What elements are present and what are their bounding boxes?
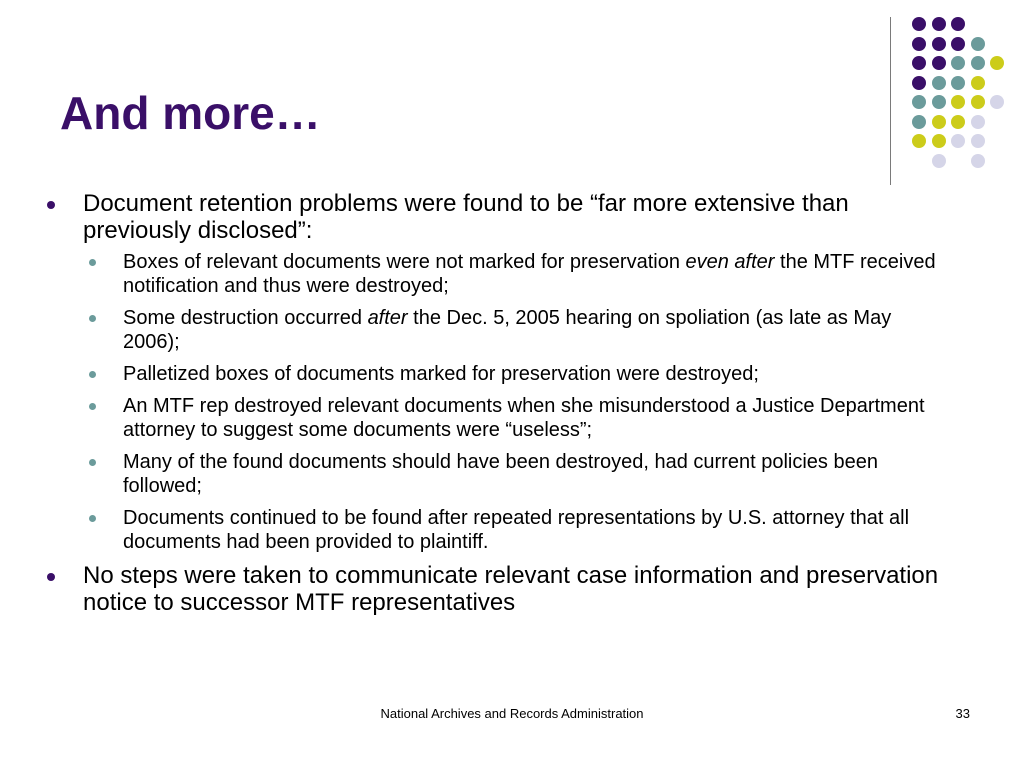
decorative-dot [932, 115, 946, 129]
sub-bullet-text: Documents continued to be found after repeated representations by U.S. attorney that all documents had been provided to plaintiff. [123, 507, 910, 553]
decorative-dot [912, 37, 926, 51]
decorative-dot [932, 56, 946, 70]
decorative-dot [912, 95, 926, 109]
decorative-dot [951, 95, 965, 109]
sub-bullet-item [83, 362, 950, 386]
decorative-dot [990, 56, 1004, 70]
decorative-dot [912, 56, 926, 70]
sub-bullet-dot-icon [89, 259, 96, 266]
sub-bullet-dot-icon [89, 403, 96, 410]
sub-bullet-item [83, 394, 950, 442]
decorative-dot [932, 37, 946, 51]
bullet-item [40, 190, 950, 244]
decorative-dot [912, 17, 926, 31]
sub-bullet-dot-icon [89, 371, 96, 378]
decorative-dot [990, 95, 1004, 109]
decorative-dot [912, 115, 926, 129]
bullet-text: Document retention problems were found to be “far more extensive than previously disclosed”: [83, 190, 849, 244]
decorative-dot [932, 154, 946, 168]
bullet-list [40, 190, 950, 622]
sub-bullet-text-rest: the Dec. 5, 2005 hearing on spoliation (as late as May 2006); [123, 307, 892, 353]
decorative-dot [912, 134, 926, 148]
decorative-dot [971, 115, 985, 129]
decorative-dot [971, 76, 985, 90]
sub-bullet-text: Many of the found documents should have been destroyed, had current policies been followed; [123, 451, 878, 497]
sub-bullet-text: Palletized boxes of documents marked for preservation were destroyed; [123, 363, 759, 385]
slide-title: And more… [60, 87, 321, 139]
footer-organization: National Archives and Records Administration [380, 706, 644, 721]
bullet-dot-icon [47, 573, 55, 581]
sub-bullet-text: Boxes of relevant documents were not marked for preservation [123, 251, 686, 273]
decorative-dot [932, 134, 946, 148]
sub-bullet-item [83, 306, 950, 354]
sub-bullet-list [83, 250, 950, 554]
bullet-text: No steps were taken to communicate relevant case information and preservation notice to successor MTF representatives [83, 562, 939, 616]
decorative-dot [971, 134, 985, 148]
sub-bullet-item [83, 450, 950, 498]
decorative-dot [932, 17, 946, 31]
sub-bullet-emphasis: even after [685, 251, 775, 273]
decorative-dot [932, 95, 946, 109]
sub-bullet-text-rest: the MTF received notification and thus were destroyed; [123, 251, 936, 297]
decorative-dot [951, 37, 965, 51]
sub-bullet-item [83, 506, 950, 554]
sub-bullet-text: An MTF rep destroyed relevant documents when she misunderstood a Justice Department attorney to suggest some documents were “useless”; [123, 395, 925, 441]
decorative-dot [971, 56, 985, 70]
decorative-dot [971, 95, 985, 109]
decorative-dot [951, 56, 965, 70]
sub-bullet-dot-icon [89, 515, 96, 522]
bullet-dot-icon [47, 201, 55, 209]
bullet-item [40, 562, 950, 616]
page-number: 33 [955, 706, 970, 721]
decorative-dot [951, 17, 965, 31]
decorative-dot [912, 76, 926, 90]
sub-bullet-item [83, 250, 950, 298]
sub-bullet-emphasis: after [367, 307, 408, 329]
sub-bullet-text: Some destruction occurred [123, 307, 368, 329]
decorative-divider-line [890, 17, 891, 185]
decorative-dot [951, 115, 965, 129]
decorative-dot [971, 154, 985, 168]
decorative-dot [951, 76, 965, 90]
sub-bullet-dot-icon [89, 459, 96, 466]
decorative-dot [971, 37, 985, 51]
decorative-dot [932, 76, 946, 90]
sub-bullet-dot-icon [89, 315, 96, 322]
decorative-dot [951, 134, 965, 148]
